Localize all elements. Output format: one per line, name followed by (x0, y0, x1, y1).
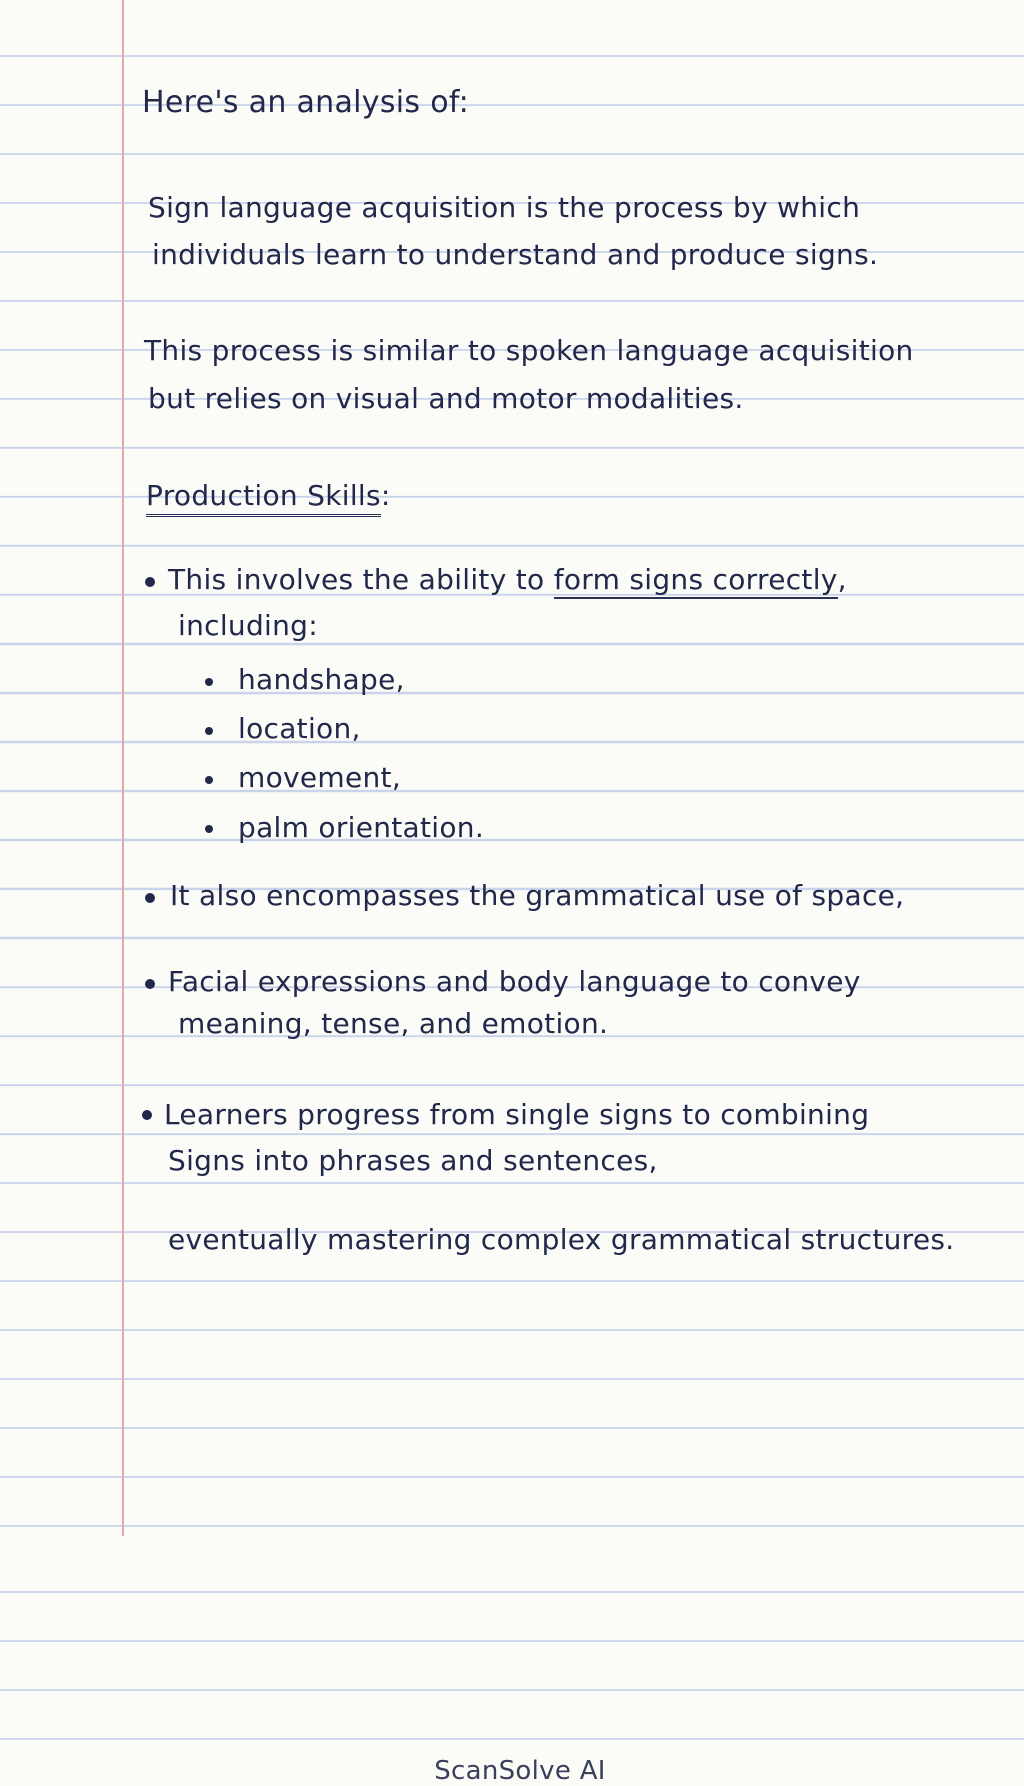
sub-bullet-dot-4 (205, 825, 213, 833)
paragraph-1-line-1: Sign language acquisition is the process by which (148, 191, 861, 224)
footer-brand: ScanSolve AI (434, 1756, 606, 1786)
bullet-dot-3 (145, 979, 155, 989)
bullet-1-line-2: including: (178, 609, 318, 642)
section-heading (146, 479, 391, 512)
closing-line: eventually mastering complex grammatical structures. (168, 1223, 955, 1256)
bullet-1-line-1 (168, 563, 847, 596)
bullet-4-line-2: Signs into phrases and sentences, (168, 1144, 658, 1177)
section-heading-colon: : (380, 479, 391, 512)
section-heading-text: Production Skills (146, 479, 381, 517)
bullet-dot-4 (142, 1110, 152, 1120)
sub-item-handshape: handshape, (238, 663, 405, 696)
sub-bullet-dot-3 (205, 776, 213, 784)
bullet-2-line-1: It also encompasses the grammatical use of space, (170, 879, 905, 912)
intro-line: Here's an analysis of: (142, 85, 470, 120)
paragraph-1-line-2: individuals learn to understand and produce signs. (152, 238, 879, 271)
bullet-1-underlined-phrase: form signs correctly (554, 563, 838, 599)
paragraph-2-line-1: This process is similar to spoken language acquisition (144, 334, 914, 367)
paragraph-2-line-2: but relies on visual and motor modalities. (148, 382, 744, 415)
bullet-1-text-before: This involves the ability to (168, 563, 554, 596)
sub-item-location: location, (238, 712, 361, 745)
bullet-1-text-after: , (837, 563, 847, 596)
bullet-3-line-2: meaning, tense, and emotion. (178, 1007, 609, 1040)
sub-item-movement: movement, (238, 761, 402, 794)
notebook-margin-line (122, 0, 124, 1536)
sub-bullet-dot-1 (205, 678, 213, 686)
bullet-4-line-1: Learners progress from single signs to combining (164, 1098, 870, 1131)
bullet-dot-2 (145, 893, 155, 903)
sub-bullet-dot-2 (205, 727, 213, 735)
bullet-dot-1 (145, 577, 155, 587)
sub-item-palm-orientation: palm orientation. (238, 811, 485, 844)
bullet-3-line-1: Facial expressions and body language to convey (168, 965, 861, 998)
